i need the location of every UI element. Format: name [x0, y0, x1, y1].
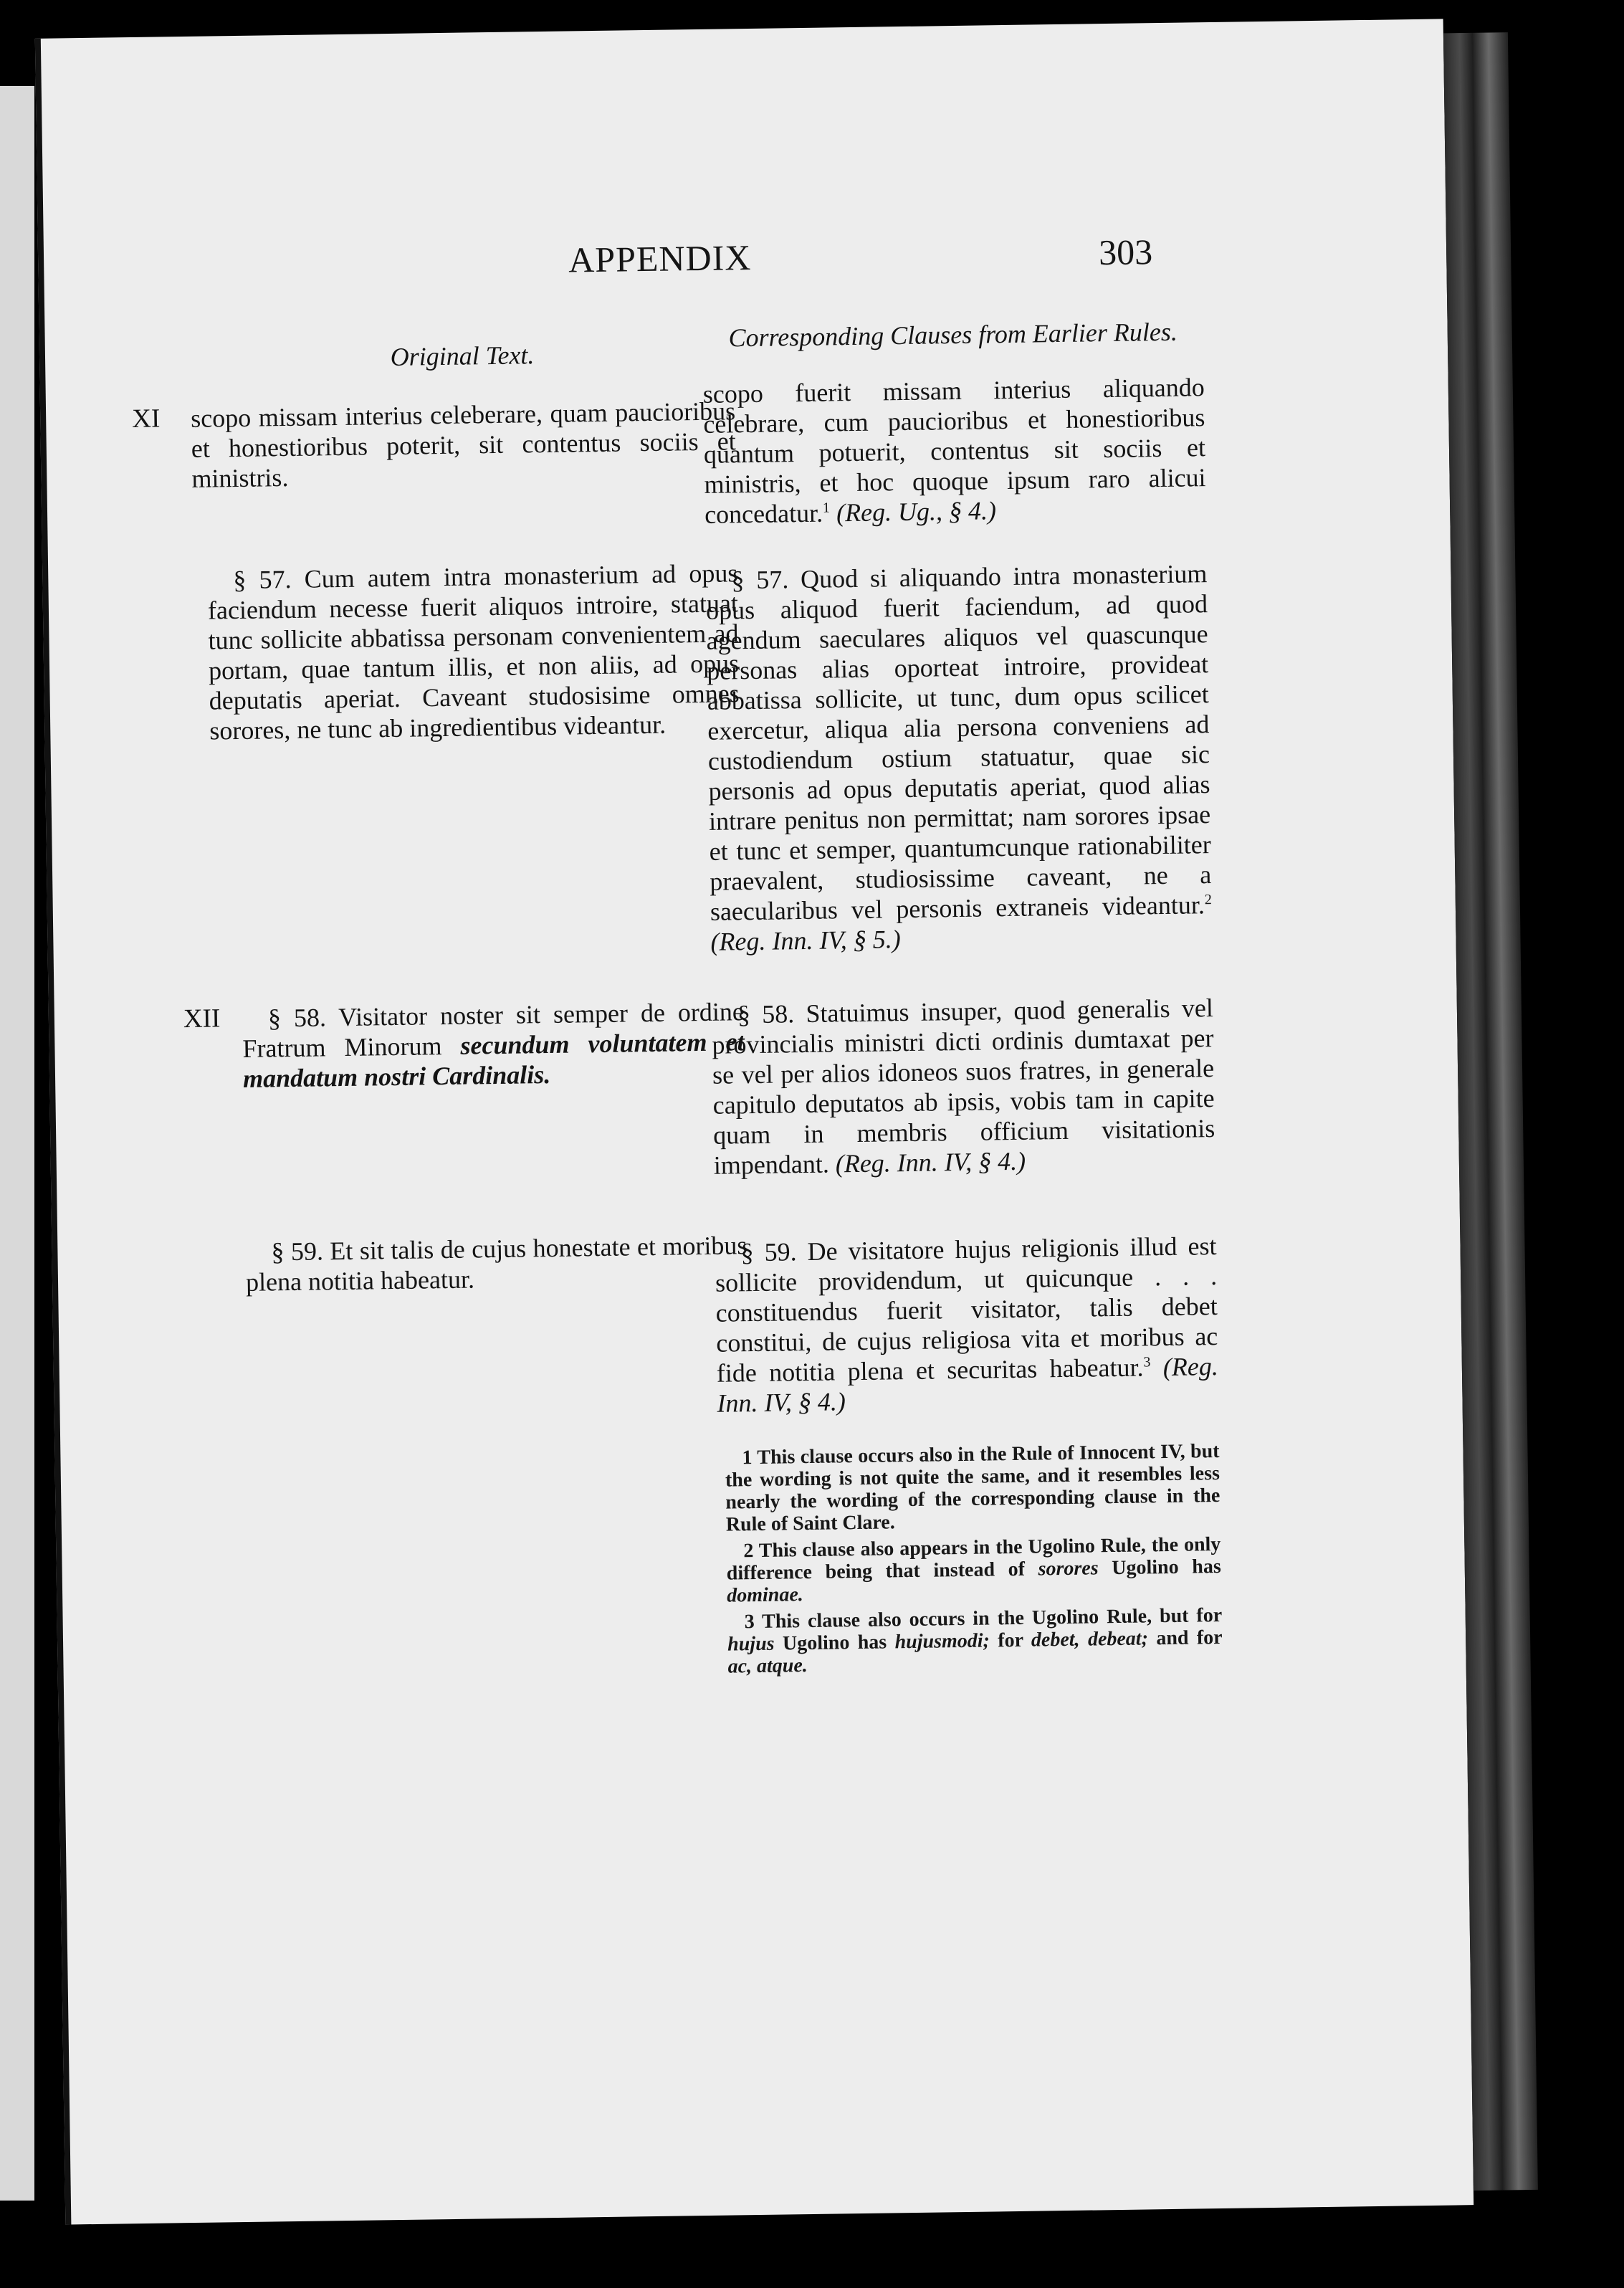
section-59-earlier-reference: (Reg. Inn. IV, § 4.) [717, 1351, 1219, 1418]
running-header [38, 227, 1447, 303]
book-page [35, 19, 1473, 2224]
footnote-marker-1: 1 [822, 500, 831, 516]
earlier-rules-column [702, 316, 1222, 1682]
section-57-original [207, 558, 740, 745]
section-xi-original-text: scopo missam interius celeberare, quam paucioribus et honestioribus poterit, sit contentus sociis et ministris. [190, 396, 737, 493]
footnote-marker-2: 2 [1204, 892, 1212, 908]
chapter-number-xi: XI [131, 404, 161, 434]
section-xi-earlier-reference: (Reg. Ug., § 4.) [836, 496, 997, 528]
footnote-3-term-debet: debet, debeat; [1031, 1627, 1149, 1651]
section-58-original-emphasis: secundum voluntatem et mandatum nostri Cardinalis. [242, 1027, 745, 1093]
chapter-number-xii: XII [183, 1004, 221, 1034]
section-58-earlier-reference: (Reg. Inn. IV, § 4.) [835, 1146, 1026, 1178]
section-57-earlier-reference: (Reg. Inn. IV, § 5.) [710, 925, 902, 956]
footnote-1-text: 1 This clause occurs also in the Rule of Innocent IV, but the wording is not quite the same, and it resembles less nearly the wording of the corresponding clause in the Rule of Saint Clare. [725, 1439, 1221, 1536]
footnote-2-text-a: 2 This clause also appears in the Ugolino Rule, the only difference being that instead of [726, 1533, 1221, 1585]
original-text-column [131, 337, 747, 1297]
footnotes [717, 1440, 1222, 1678]
footnote-3-term-hujus: hujus [727, 1632, 775, 1656]
footnote-3-text-g: and for [1156, 1626, 1223, 1650]
spine-shadow [35, 39, 72, 2225]
footnote-2-text-c: Ugolino has [1112, 1555, 1221, 1580]
footnote-3-text-c: Ugolino has [782, 1631, 887, 1655]
section-58-original [183, 996, 745, 1094]
footnote-3-text-e: for [998, 1629, 1023, 1652]
footnote-2 [726, 1533, 1221, 1607]
footnote-marker-3: 3 [1143, 1354, 1151, 1371]
section-59-original-text: § 59. Et sit talis de cujus honestate et moribus plena notitia habeatur. [245, 1231, 747, 1297]
section-xi-earlier-text: scopo fuerit missam interius aliquando celebrare, cum paucioribus et honestioribus quantum potuerit, contentus sit sociis et ministris, et hoc quoque ipsum raro alicui concedatur. [702, 373, 1206, 529]
footnote-3-term-hujusmodi: hujusmodi; [894, 1629, 990, 1654]
section-59-earlier-text: § 59. De visitatore hujus religionis illud est sollicite providendum, ut quicunque . . . constituendus fuerit visitator, talis debet constitui, de cujus religiosa vita et moribus ac fide notitia plena et securitas habeatur. [715, 1231, 1218, 1388]
page-number: 303 [1098, 232, 1153, 273]
section-57-original-text: § 57. Cum autem intra monasterium ad opus faciendum necesse fuerit aliquos introire, statuat tunc sollicite abbatissa personam convenientem ad portam, quae tantum illis, et non aliis, ad opus deputatis aperiat. Caveant studosisime omnes sorores, ne tunc ab ingredientibus videantur. [207, 558, 740, 745]
footnote-3-text-a: 3 This clause also occurs in the Ugolino Rule, but for [744, 1603, 1222, 1634]
original-text-heading: Original Text. [390, 340, 535, 371]
section-57-earlier-text: § 57. Quod si aliquando intra monasterium opus aliquod fuerit faciendum, ad quod agendum saeculares aliquos vel quascunque personas alias oporteat introire, provideat abbatissa sollicite, ut tunc, dum opus scilicet exercetur, aliqua alia persona conveniens ad custodiendum ostium statuatur, quae sic personis ad opus deputatis aperiat, quod alias intrare penitus non permittat; nam sorores ipsae et tunc et semper, quantumcunque rationabiliter praevalent, studiosissime caveant, ne a saecularibus vel personis extraneis videantur. [705, 559, 1212, 926]
section-59-earlier [715, 1231, 1218, 1419]
footnote-3 [727, 1604, 1223, 1678]
footnote-2-term-sorores: sorores [1038, 1557, 1099, 1581]
previous-page-edge [0, 86, 34, 2201]
footnote-2-term-dominae: dominae. [727, 1583, 803, 1607]
section-xi-earlier [703, 372, 1207, 530]
footnote-1 [725, 1440, 1221, 1536]
footnote-3-term-ac: ac, atque. [727, 1654, 808, 1678]
earlier-rules-heading: Corresponding Clauses from Earlier Rules. [728, 317, 1178, 353]
section-57-earlier [705, 558, 1213, 957]
section-58-earlier-text: § 58. Statuimus insuper, quod generalis vel provincialis ministri dicti ordinis dumtaxat per se vel per alios idoneos suos fratres, in generale capitulo deputatos ab ipsis, vobis tam in capite quam in membris officium visitationis impendant. [712, 993, 1215, 1180]
section-58-earlier [712, 993, 1215, 1181]
section-59-original [245, 1230, 747, 1297]
page-block-edge [1443, 32, 1538, 2191]
section-xi-original [131, 396, 737, 494]
running-title: APPENDIX [568, 237, 752, 280]
section-58-original-text: § 58. Visitator noster sit semper de ordine Fratrum Minorum [242, 997, 745, 1063]
